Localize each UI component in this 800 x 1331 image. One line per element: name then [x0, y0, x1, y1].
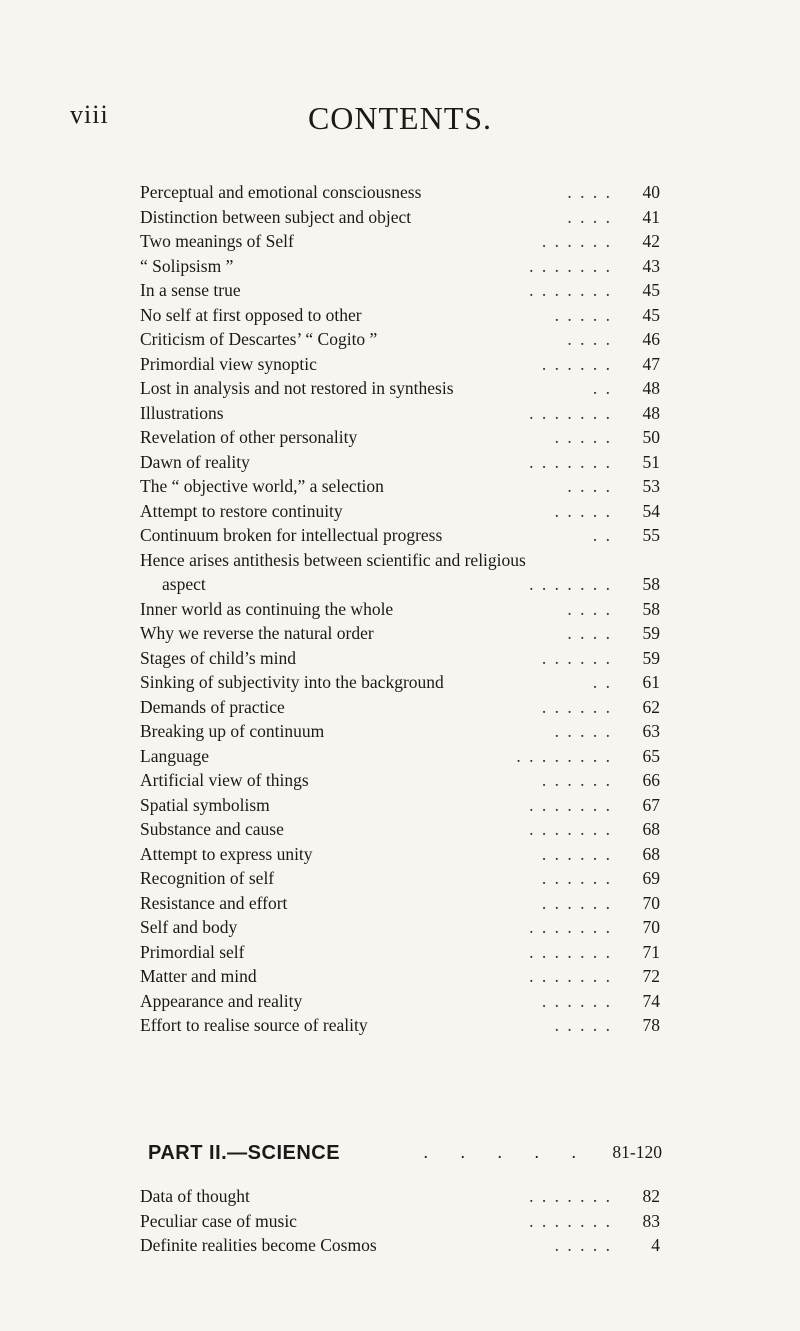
toc-entry: [140, 623, 660, 648]
table-of-contents-part-two: [140, 1186, 660, 1260]
toc-entry-title: Self and body: [140, 917, 238, 937]
toc-entry: [140, 672, 660, 697]
toc-entry: [140, 207, 660, 232]
toc-entry-leader-dots: . . . . . .: [541, 696, 612, 717]
toc-entry-title: Appearance and reality: [140, 990, 303, 1011]
toc-entry-page-number: 41: [642, 206, 660, 227]
toc-entry-page-number: 46: [642, 329, 660, 349]
toc-entry-title: Continuum broken for intellectual progress: [140, 525, 443, 545]
toc-entry-leader-dots: . . . . .: [554, 1235, 612, 1255]
toc-entry: [140, 721, 660, 746]
toc-entry-page-number: 53: [642, 476, 660, 496]
toc-entry-title: Peculiar case of music: [140, 1210, 297, 1231]
toc-entry: [140, 256, 660, 281]
toc-entry-leader-dots: . . . .: [567, 182, 612, 202]
toc-entry-title: Distinction between subject and object: [140, 206, 412, 227]
page-number-folio: viii: [70, 100, 109, 129]
toc-entry: [140, 1235, 660, 1260]
toc-entry-title: Illustrations: [140, 402, 224, 423]
toc-entry: [140, 917, 660, 942]
part-heading-page-range: 81-120: [612, 1142, 662, 1162]
toc-entry-page-number: 68: [642, 819, 660, 839]
toc-entry-leader-dots: . . . . . . . .: [516, 745, 612, 766]
toc-entry-leader-dots: . . . . .: [554, 304, 612, 325]
toc-entry-title: The “ objective world,” a selection: [140, 476, 384, 496]
toc-entry-leader-dots: . . . . . . .: [529, 1210, 612, 1231]
toc-entry-page-number: 59: [642, 647, 660, 668]
toc-entry-title: Dawn of reality: [140, 451, 250, 472]
toc-entry-leader-dots: . . . .: [567, 206, 612, 227]
toc-entry-page-number: 45: [642, 280, 660, 300]
toc-entry-leader-dots: . . . . . .: [541, 990, 612, 1011]
toc-entry: [140, 378, 660, 403]
part-heading: [140, 1142, 660, 1172]
toc-entry: [140, 182, 660, 207]
toc-entry: [140, 329, 660, 354]
toc-entry-leader-dots: . . . . . .: [541, 231, 612, 251]
toc-entry-leader-dots: . . . . . . .: [529, 574, 612, 594]
toc-entry-leader-dots: . .: [592, 378, 612, 398]
toc-entry-leader-dots: . . . .: [567, 598, 612, 619]
toc-entry-page-number: 70: [642, 892, 660, 913]
toc-entry-page-number: 42: [642, 231, 660, 251]
toc-entry: [140, 599, 660, 624]
toc-entry-leader-dots: . . . . . .: [541, 647, 612, 668]
toc-entry: [140, 697, 660, 722]
toc-entry-title: Hence arises antithesis between scientific and religious: [140, 549, 526, 570]
toc-entry-title: Definite realities become Cosmos: [140, 1235, 377, 1255]
toc-entry-title: Language: [140, 745, 209, 766]
toc-entry-title: Data of thought: [140, 1186, 250, 1206]
toc-entry-title: aspect: [162, 574, 206, 594]
toc-entry-page-number: 50: [642, 427, 660, 447]
toc-entry: [140, 991, 660, 1016]
toc-entry-leader-dots: . . . . . . .: [529, 402, 612, 423]
toc-entry-title: Stages of child’s mind: [140, 647, 297, 668]
toc-entry-page-number: 74: [642, 990, 660, 1011]
toc-entry: [140, 501, 660, 526]
toc-entry-leader-dots: . . . . . . .: [529, 819, 612, 839]
toc-entry-leader-dots: . . . . . .: [541, 868, 612, 888]
toc-entry-title: Criticism of Descartes’ “ Cogito ”: [140, 329, 378, 349]
toc-entry-leader-dots: . . . . . .: [541, 353, 612, 374]
toc-entry-leader-dots: . . . . . . .: [529, 280, 612, 300]
toc-entry-page-number: 55: [642, 525, 660, 545]
toc-entry-page-number: 70: [642, 917, 660, 937]
toc-entry-leader-dots: . . . . . .: [541, 843, 612, 864]
toc-entry-leader-dots: . . . .: [567, 476, 612, 496]
toc-entry: [140, 746, 660, 771]
toc-entry: [140, 1015, 660, 1040]
toc-entry-page-number: 68: [642, 843, 660, 864]
toc-entry-page-number: 78: [642, 1015, 660, 1035]
toc-entry-leader-dots: . . . . .: [554, 721, 612, 741]
toc-entry-title: Demands of practice: [140, 696, 285, 717]
toc-entry-page-number: 58: [642, 574, 660, 594]
toc-entry-title: Inner world as continuing the whole: [140, 598, 394, 619]
toc-entry-leader-dots: . .: [592, 672, 612, 692]
toc-entry: [140, 893, 660, 918]
toc-entry-leader-dots: . . . . . . .: [529, 917, 612, 937]
toc-entry-leader-dots: . . . . .: [554, 427, 612, 447]
part-heading-label: PART II.—SCIENCE: [148, 1142, 341, 1164]
toc-entry-page-number: 82: [642, 1186, 660, 1206]
toc-entry: [140, 452, 660, 477]
toc-entry-leader-dots: . . . . . . .: [529, 966, 612, 986]
toc-entry-title: Spatial symbolism: [140, 794, 270, 815]
toc-entry-page-number: 45: [642, 304, 660, 325]
toc-entry: [140, 476, 660, 501]
toc-entry: [140, 305, 660, 330]
toc-entry-page-number: 40: [642, 182, 660, 202]
running-title: CONTENTS.: [307, 100, 493, 136]
toc-entry-leader-dots: . . . . .: [554, 1015, 612, 1035]
toc-entry-title: Recognition of self: [140, 868, 275, 888]
toc-entry-leader-dots: . . . .: [567, 623, 612, 643]
toc-entry-title: Two meanings of Self: [140, 231, 294, 251]
toc-entry-title: Why we reverse the natural order: [140, 623, 374, 643]
toc-entry-page-number: 4: [651, 1235, 660, 1255]
toc-entry: [140, 550, 660, 575]
toc-entry-leader-dots: . . . . . . .: [529, 941, 612, 962]
toc-entry: [140, 231, 660, 256]
toc-entry: [140, 427, 660, 452]
toc-entry: [140, 280, 660, 305]
toc-entry: [140, 574, 660, 599]
toc-entry-leader-dots: . . . . . . .: [529, 255, 612, 276]
toc-entry: [140, 795, 660, 820]
toc-entry: [140, 770, 660, 795]
toc-entry-title: Substance and cause: [140, 819, 284, 839]
toc-entry: [140, 525, 660, 550]
toc-entry-page-number: 54: [642, 500, 660, 521]
toc-entry-title: Artificial view of things: [140, 770, 309, 790]
toc-entry-title: Matter and mind: [140, 966, 257, 986]
toc-entry: [140, 1186, 660, 1211]
toc-entry-page-number: 71: [642, 941, 660, 962]
toc-entry-page-number: 59: [642, 623, 660, 643]
toc-entry-leader-dots: . . . . .: [554, 500, 612, 521]
table-of-contents: [140, 182, 660, 1040]
toc-entry-title: Breaking up of continuum: [140, 721, 325, 741]
toc-entry: [140, 819, 660, 844]
toc-entry-leader-dots: . . . . . .: [541, 892, 612, 913]
toc-entry-page-number: 66: [642, 770, 660, 790]
toc-entry-page-number: 65: [642, 745, 660, 766]
toc-entry-title: Attempt to restore continuity: [140, 500, 343, 521]
toc-entry-leader-dots: . . . . . .: [541, 770, 612, 790]
toc-entry-page-number: 48: [642, 402, 660, 423]
toc-entry: [140, 1211, 660, 1236]
toc-entry: [140, 844, 660, 869]
toc-entry-page-number: 61: [642, 672, 660, 692]
toc-entry-page-number: 63: [642, 721, 660, 741]
toc-entry-title: Lost in analysis and not restored in synthesis: [140, 378, 454, 398]
toc-entry-leader-dots: . .: [592, 525, 612, 545]
toc-entry: [140, 403, 660, 428]
page-header: [0, 100, 800, 140]
toc-entry-page-number: 58: [642, 598, 660, 619]
toc-entry-page-number: 83: [642, 1210, 660, 1231]
toc-entry: [140, 966, 660, 991]
toc-entry-title: No self at first opposed to other: [140, 304, 362, 325]
toc-entry-page-number: 72: [642, 966, 660, 986]
toc-entry-title: Perceptual and emotional consciousness: [140, 182, 422, 202]
toc-entry-page-number: 48: [642, 378, 660, 398]
toc-entry-title: Primordial view synoptic: [140, 353, 317, 374]
toc-entry-title: “ Solipsism ”: [140, 255, 234, 276]
toc-entry-page-number: 62: [642, 696, 660, 717]
part-heading-leader-dots: . . . . .: [423, 1142, 590, 1162]
toc-entry-leader-dots: . . . . . . .: [529, 1186, 612, 1206]
toc-entry-title: Attempt to express unity: [140, 843, 313, 864]
toc-entry-title: Resistance and effort: [140, 892, 288, 913]
toc-entry: [140, 942, 660, 967]
toc-entry-leader-dots: . . . . . . .: [529, 794, 612, 815]
toc-entry-page-number: 67: [642, 794, 660, 815]
toc-entry: [140, 354, 660, 379]
toc-entry-leader-dots: . . . .: [567, 329, 612, 349]
toc-entry-page-number: 51: [642, 451, 660, 472]
toc-entry: [140, 648, 660, 673]
toc-entry-page-number: 47: [642, 353, 660, 374]
toc-entry-title: In a sense true: [140, 280, 241, 300]
toc-entry-title: Sinking of subjectivity into the background: [140, 672, 444, 692]
toc-entry-page-number: 43: [642, 255, 660, 276]
toc-entry: [140, 868, 660, 893]
toc-entry-title: Revelation of other personality: [140, 427, 358, 447]
toc-entry-leader-dots: . . . . . . .: [529, 451, 612, 472]
toc-entry-page-number: 69: [642, 868, 660, 888]
toc-entry-title: Primordial self: [140, 941, 245, 962]
toc-entry-title: Effort to realise source of reality: [140, 1015, 368, 1035]
